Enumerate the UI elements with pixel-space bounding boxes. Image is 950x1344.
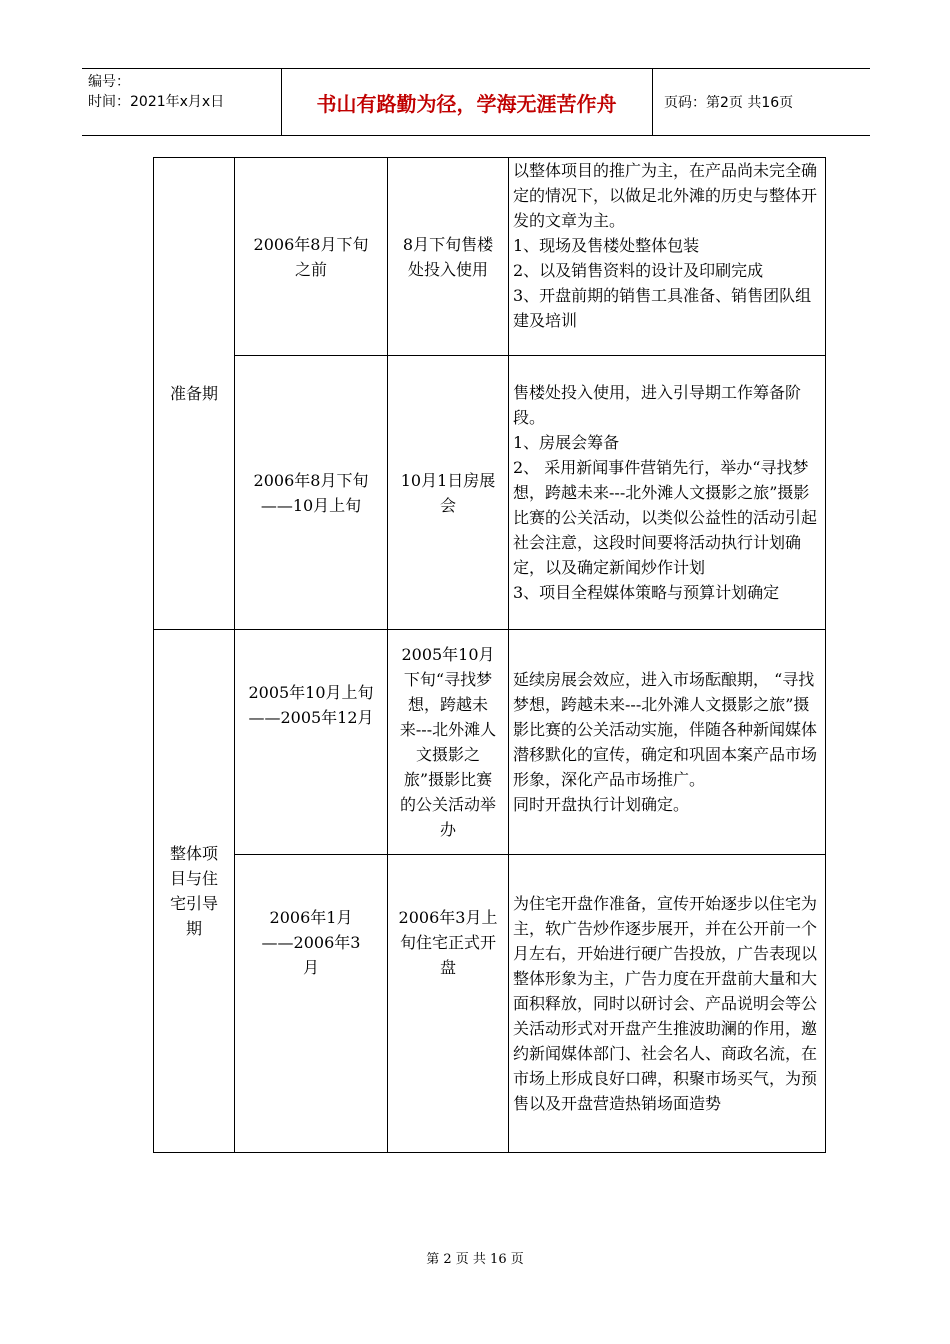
header-motto: 书山有路勤为径，学海无涯苦作舟 [316, 92, 617, 116]
header-bottom-rule [82, 135, 870, 136]
description-cell [509, 630, 826, 855]
header-meta [88, 72, 224, 112]
description-line: 2、 采用新闻事件营销先行，举办“寻找梦想，跨越未来---北外滩人文摄影之旅”摄影比赛的公关活动，以类似公益性的活动引起社会注意，这段时间要将活动执行计划确定，以及确定新闻炒作计划 [513, 458, 818, 577]
description-line: 为住宅开盘作准备，宣传开始逐步以住宅为主，软广告炒作逐步展开，并在公开前一个月左右，开始进行硬广告投放，广告表现以整体形象为主，广告力度在开盘前大量和大面积释放，同时以研讨会、产品说明会等公关活动形式对开盘产生推波助澜的作用，邀约新闻媒体部门、社会名人、商政名流，在市场上形成良好口碑，积聚市场买气，为预售以及开盘营造热销场面造势 [513, 894, 818, 1113]
table-row [154, 855, 826, 1153]
milestone-cell: 8月下旬售楼处投入使用 [388, 158, 509, 356]
description-line: 1、房展会筹备 [513, 433, 620, 452]
description-line: 同时开盘执行计划确定。 [513, 795, 690, 814]
time-cell: 2006年8月下旬之前 [235, 158, 388, 356]
description-line: 2、以及销售资料的设计及印刷完成 [513, 261, 764, 280]
table-row [154, 158, 826, 356]
time-cell: 2005年10月上旬——2005年12月 [235, 630, 388, 855]
header-page-number: 页码：第2页 共16页 [664, 95, 794, 111]
description-cell [509, 855, 826, 1153]
time-cell: 2006年8月下旬——10月上旬 [235, 356, 388, 630]
document-time-label: 时间：2021年x月x日 [88, 94, 225, 110]
description-cell [509, 158, 826, 356]
description-line: 售楼处投入使用，进入引导期工作筹备阶段。 [513, 383, 802, 427]
description-line: 1、现场及售楼处整体包装 [513, 236, 700, 255]
milestone-cell: 2005年10月下旬“寻找梦想，跨越未来---北外滩人文摄影之旅”摄影比赛的公关活动举办 [388, 630, 509, 855]
page-footer: 第 2 页 共 16 页 [426, 1252, 524, 1267]
description-cell [509, 356, 826, 630]
document-number-label: 编号： [88, 74, 130, 90]
header-divider [652, 68, 653, 135]
stage-cell: 准备期 [154, 158, 235, 630]
milestone-cell: 2006年3月上旬住宅正式开盘 [388, 855, 509, 1153]
promotion-schedule-table [153, 157, 826, 1153]
description-line: 3、项目全程媒体策略与预算计划确定 [513, 583, 780, 602]
header-top-rule [82, 68, 870, 69]
description-line: 延续房展会效应，进入市场酝酿期， “寻找梦想，跨越未来---北外滩人文摄影之旅”摄影比赛的公关活动实施，伴随各种新闻媒体潜移默化的宣传，确定和巩固本案产品市场形象，深化产品市场推广。 [513, 670, 818, 789]
description-line: 3、开盘前期的销售工具准备、销售团队组建及培训 [513, 286, 812, 330]
stage-cell: 整体项目与住宅引导期 [154, 630, 235, 1153]
table-row [154, 356, 826, 630]
table-row [154, 630, 826, 855]
milestone-cell: 10月1日房展会 [388, 356, 509, 630]
time-cell: 2006年1月——2006年3月 [235, 855, 388, 1153]
description-line: 以整体项目的推广为主，在产品尚未完全确定的情况下，以做足北外滩的历史与整体开发的文章为主。 [513, 161, 818, 230]
